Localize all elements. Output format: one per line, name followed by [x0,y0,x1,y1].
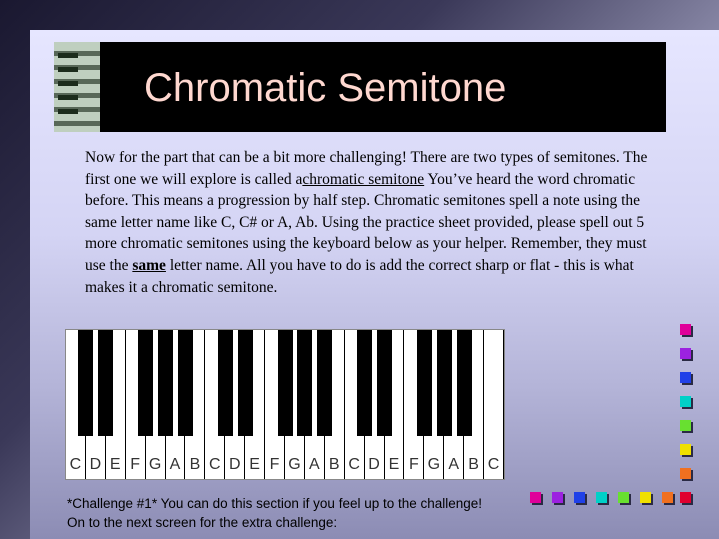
white-key-label: F [409,456,419,473]
title-bar [54,42,666,132]
white-key-label: A [448,456,460,473]
bottom-square-green-icon[interactable] [618,492,629,503]
black-key [317,330,332,436]
black-key [178,330,193,436]
white-key-label: E [109,456,121,473]
white-key-label: C [487,456,500,473]
white-key-label: D [368,456,380,473]
nav-square-magenta-icon[interactable] [680,324,691,335]
term-chromatic-semitone: chromatic semitone [302,170,425,188]
nav-square-green-icon[interactable] [680,420,691,431]
black-key [158,330,173,436]
white-key-label: C [348,456,360,473]
black-key [457,330,472,436]
body-paragraph [85,147,650,298]
body-text-part2: You’ve heard the word chromatic before. This means a progression by half step. Chromatic semitones spell a note using the same letter name like C, C# or A, Ab. Using the practice sheet provided, please spell out 5 more chromatic semitones using the keyboard below as your helper. Remember, they must use the [85,170,647,274]
bottom-square-purple-icon[interactable] [552,492,563,503]
white-key-label: F [130,456,141,473]
piano-keys-icon [54,42,100,132]
white-key-label: D [89,456,102,473]
piano-keyboard [65,329,505,480]
black-key [218,330,233,436]
white-key-label: B [189,456,201,473]
white-key-label: B [328,456,340,473]
black-key [238,330,253,436]
black-key [357,330,372,436]
white-key-label: G [148,456,162,473]
black-key [138,330,153,436]
bottom-square-yellow-icon[interactable] [640,492,651,503]
black-key [78,330,93,436]
black-key [437,330,452,436]
white-key-label: A [169,456,181,473]
black-key [417,330,432,436]
nav-square-yellow-icon[interactable] [680,444,691,455]
white-key-label: F [269,456,280,473]
body-text-part3: letter name. All you have to do is add the correct sharp or flat - this is what makes it a chromatic semitone. [85,256,634,296]
white-key-label: E [249,456,260,473]
challenge-text: *Challenge #1* You can do this section if you feel up to the challenge! On to the next screen for the extra challenge: [67,496,483,530]
nav-square-red-icon[interactable] [680,492,691,503]
black-key [278,330,293,436]
white-key-label: B [468,456,479,473]
nav-square-cyan-icon[interactable] [680,396,691,407]
bottom-square-blue-icon[interactable] [574,492,585,503]
nav-square-orange-icon[interactable] [680,468,691,479]
black-key [297,330,312,436]
white-key-label: C [69,456,82,473]
body-text-part1: Now for the part that can be a bit more challenging! There are two types of semitones. The first one we will explore is called a [85,149,648,188]
emphasis-same: same [132,256,166,274]
white-key-label: E [388,456,400,473]
white-key-label: A [309,456,320,473]
bottom-square-orange-icon[interactable] [662,492,673,503]
nav-square-purple-icon[interactable] [680,348,691,359]
white-key-label: G [427,456,441,473]
white-key-label: G [288,456,301,473]
slide-title: Chromatic Semitone [144,66,507,110]
white-key-label: C [209,456,221,473]
black-key [98,330,113,436]
white-key-label: D [228,456,241,473]
nav-square-blue-icon[interactable] [680,372,691,383]
bottom-square-magenta-icon[interactable] [530,492,541,503]
white-key [484,330,504,479]
black-key [377,330,392,436]
bottom-square-cyan-icon[interactable] [596,492,607,503]
